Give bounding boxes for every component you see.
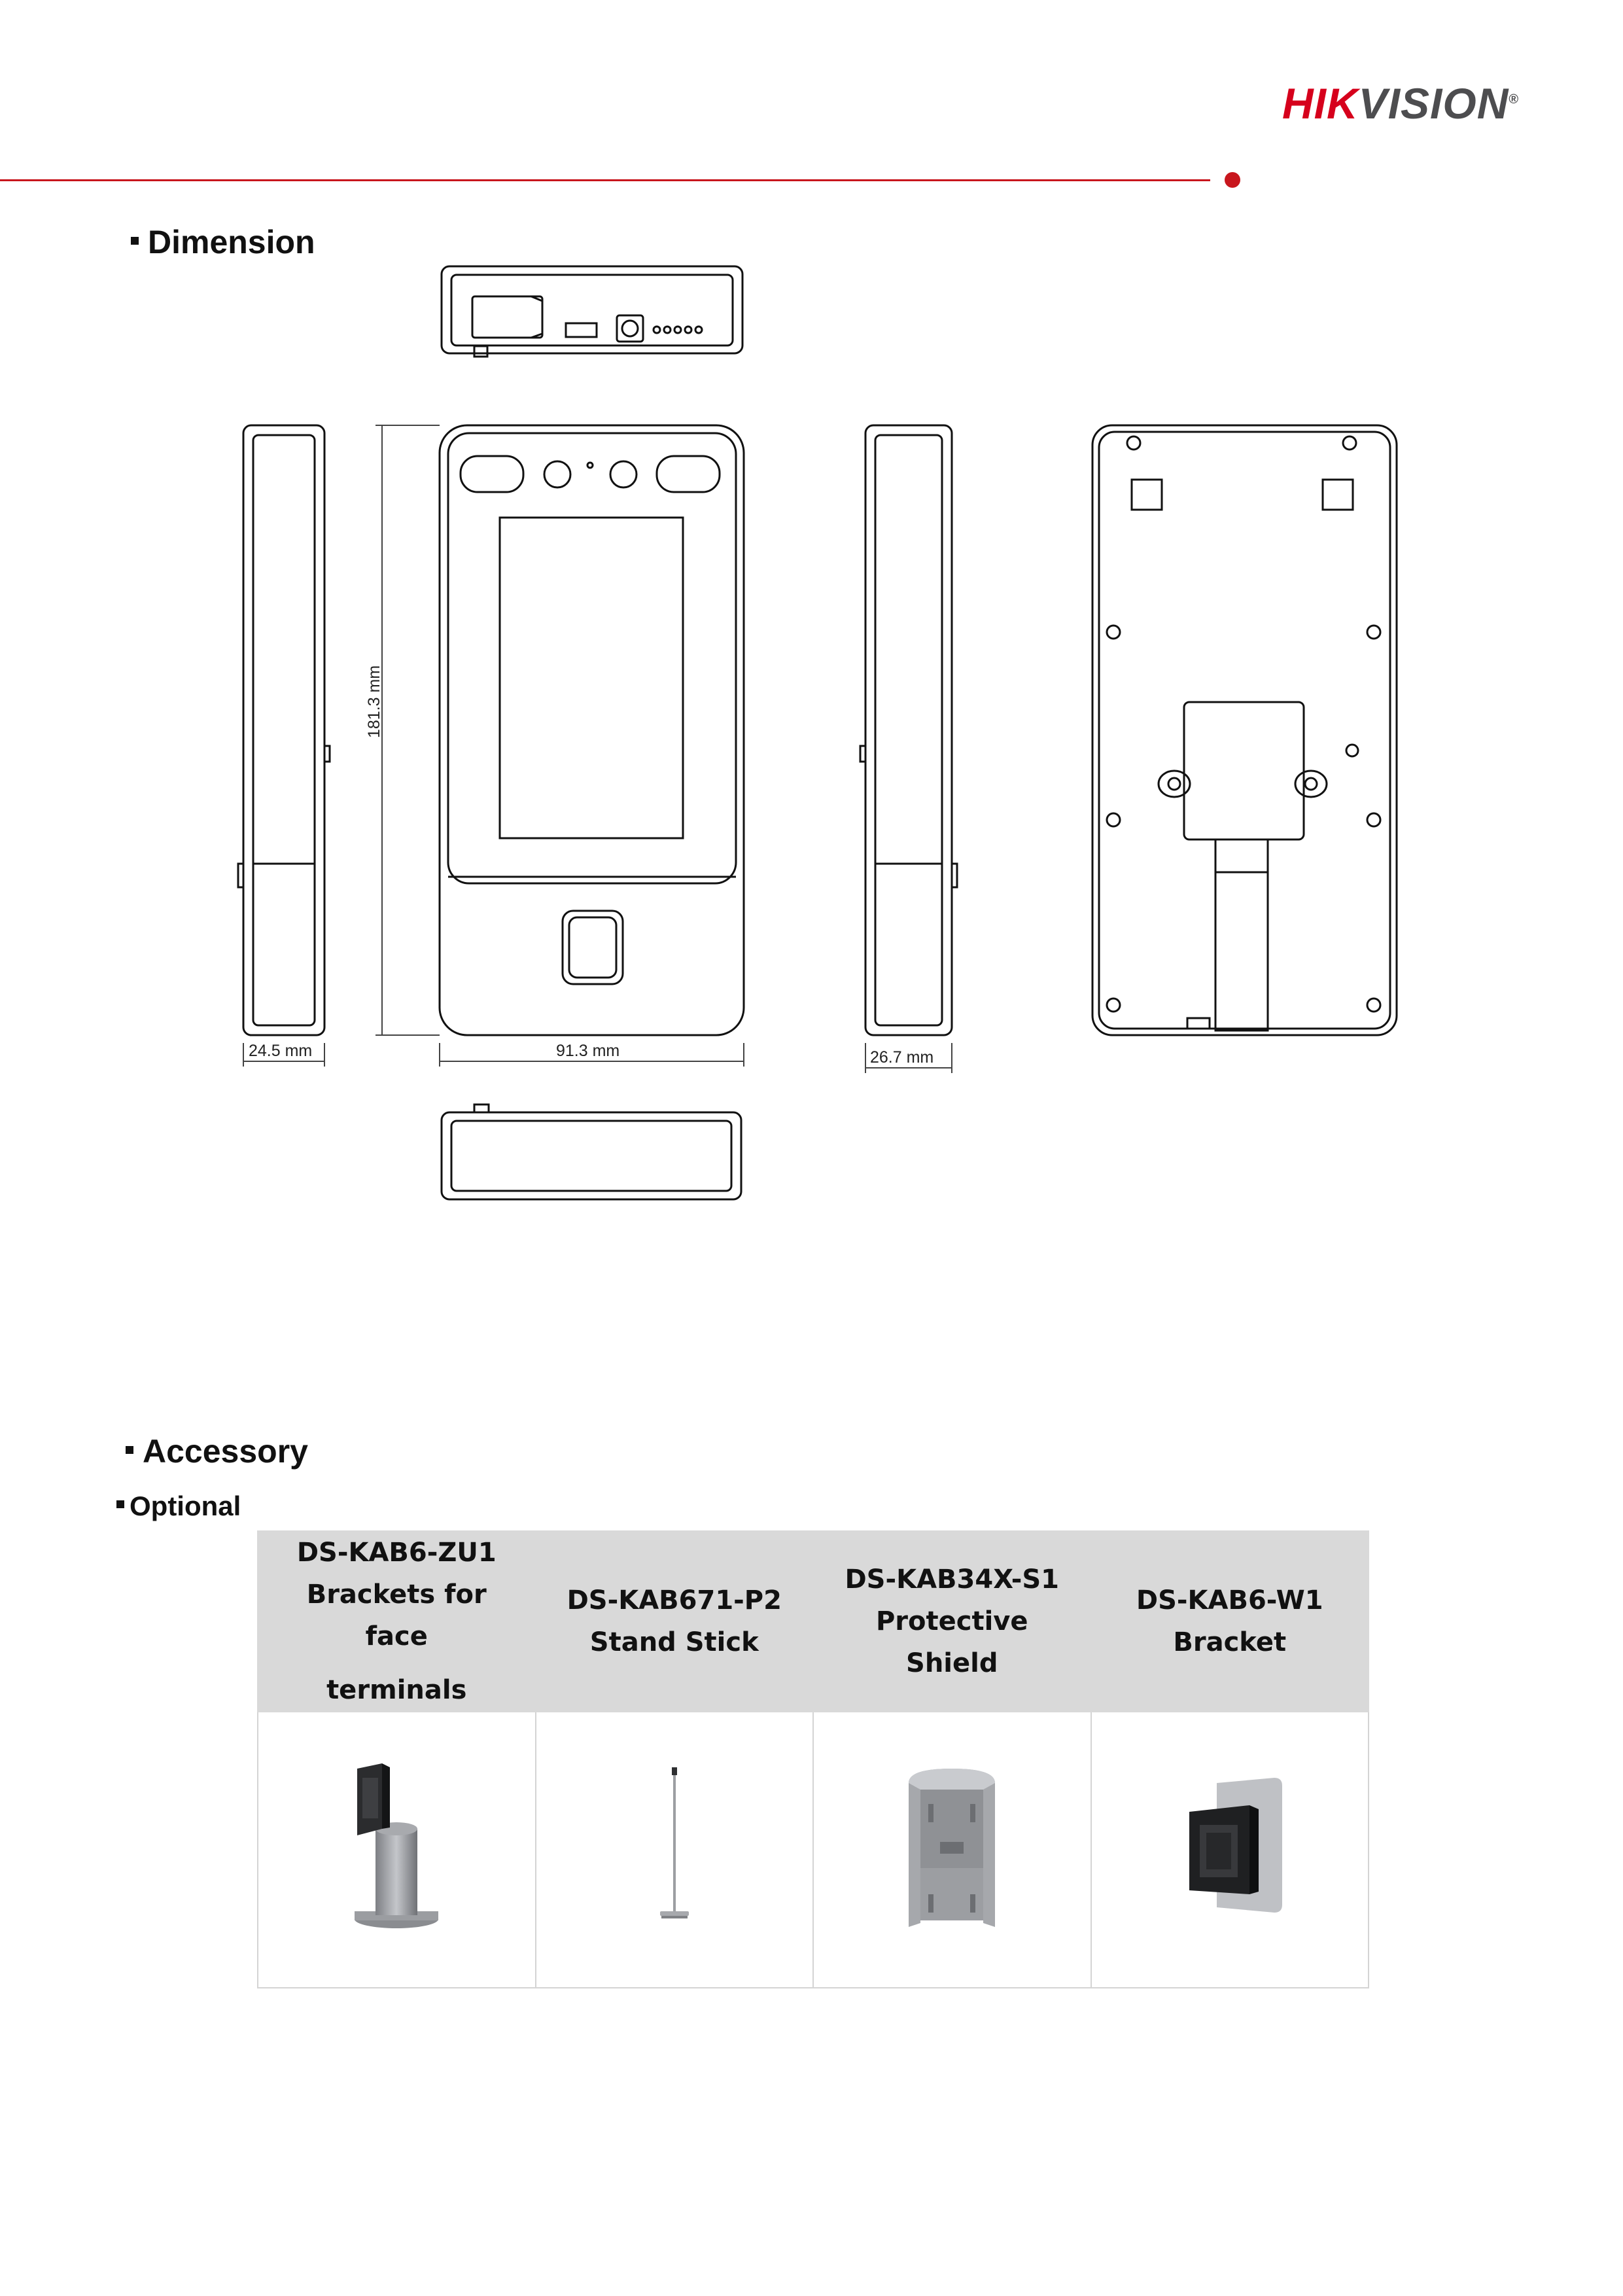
accessory-image-cell-1: [258, 1712, 536, 1988]
device-front-view: [440, 425, 744, 1035]
accessory-image-cell-3: [813, 1712, 1091, 1988]
accessory-image-cell-4: [1091, 1712, 1369, 1988]
protective-shield-image: [899, 1763, 1004, 1934]
accessory-image-row: [258, 1712, 1369, 1988]
optional-heading: [116, 1487, 241, 1526]
logo-suffix: VISION: [1358, 79, 1509, 128]
device-top-view: [442, 266, 742, 357]
accessory-header-3: [813, 1531, 1091, 1712]
accessory-heading: [126, 1432, 308, 1471]
depth-left-label: 24.5 mm: [249, 1042, 313, 1060]
accessory-model: DS-KAB671-P2: [567, 1585, 782, 1616]
wall-bracket-image: [1171, 1776, 1289, 1920]
accessory-header-1: [258, 1531, 536, 1712]
accessory-description: Bracket: [1173, 1627, 1287, 1657]
logo-prefix: HIK: [1282, 79, 1359, 128]
registered-mark: ®: [1509, 92, 1520, 107]
square-bullet-icon: [116, 1500, 124, 1508]
accessory-header-row: [258, 1531, 1369, 1712]
accessory-description: terminals: [326, 1675, 467, 1705]
dimension-lines: [243, 425, 952, 1073]
device-bottom-view: [442, 1104, 741, 1199]
dimension-title: Dimension: [148, 224, 315, 260]
accessory-model: DS-KAB6-ZU1: [296, 1538, 497, 1568]
stand-stick-image: [655, 1763, 694, 1934]
accessory-table: [257, 1530, 1369, 1988]
accessory-model: DS-KAB6-W1: [1136, 1585, 1323, 1616]
height-label: 181.3 mm: [365, 665, 383, 738]
accessory-description: Stand Stick: [589, 1627, 759, 1657]
square-bullet-icon: [126, 1446, 133, 1454]
accessory-model: DS-KAB34X-S1: [845, 1564, 1060, 1595]
accessory-title: Accessory: [143, 1433, 308, 1470]
accessory-header-2: [536, 1531, 814, 1712]
accessory-description: Protective Shield: [875, 1606, 1028, 1678]
device-right-side-view: [860, 425, 957, 1035]
device-left-side-view: [238, 425, 330, 1035]
accessory-image-cell-2: [536, 1712, 814, 1988]
optional-subtitle: Optional: [130, 1491, 241, 1521]
depth-right-label: 26.7 mm: [870, 1048, 934, 1067]
pedestal-bracket-image: [344, 1763, 449, 1934]
device-back-view: [1092, 425, 1397, 1035]
width-label: 91.3 mm: [556, 1042, 620, 1060]
accessory-header-4: [1091, 1531, 1369, 1712]
accessory-description: Brackets for face: [306, 1580, 487, 1651]
